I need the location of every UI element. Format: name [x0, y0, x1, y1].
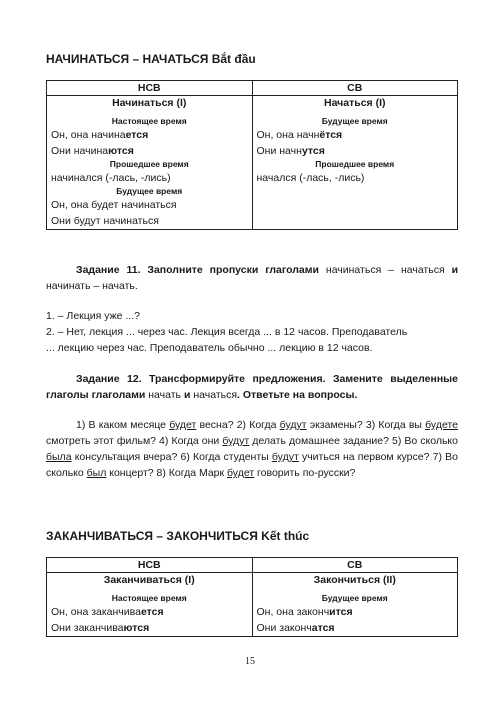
cell-perfective — [252, 573, 458, 637]
form-line: Он, она заканчивается — [51, 606, 164, 618]
column-header-nsv: НСВ — [47, 81, 253, 96]
tense-label-future: Будущее время — [321, 116, 388, 126]
column-header-sv: СВ — [252, 81, 458, 96]
verb-heading: Начинаться (I) — [112, 97, 187, 109]
conjugation-table-nachinatsya — [46, 80, 458, 230]
section-title-nachinatsya: НАЧИНАТЬСЯ – НАЧАТЬСЯ Bắt đầu — [46, 52, 256, 66]
task-12-heading: Задание 12. Трансформируйте предложения. Замените выделенные глаголы глаголами начать и начаться. Ответьте на вопросы. — [46, 373, 458, 401]
task-11-line: 1. – Лекция уже ...? — [46, 310, 140, 322]
task-11-line: ... лекцию через час. Преподаватель обычно ... лекцию в 12 часов. — [46, 342, 373, 354]
form-line: Они закончатся — [256, 622, 335, 634]
form-line: Он, она начнётся — [256, 129, 343, 141]
task-11-line: 2. – Нет, лекция ... через час. Лекция всегда ... в 12 часов. Преподаватель — [46, 326, 408, 338]
cell-perfective — [252, 96, 458, 230]
task-12-questions: 1) В каком месяце будет весна? 2) Когда будут экзамены? 3) Когда вы будете смотреть этот фильм? 4) Когда они будут делать домашнее задание? 5) Во сколько была консультация вчера? 6) Когда студенты будут учиться на первом курсе? 7) Во сколько был концерт? 8) Когда Марк будет говорить по-русски? — [46, 419, 458, 479]
form-line: начался (-лась, -лись) — [256, 172, 365, 184]
column-header-sv: СВ — [252, 558, 458, 573]
cell-imperfective — [47, 96, 253, 230]
conjugation-table-zakanchivatsya — [46, 557, 458, 637]
verb-heading: Заканчиваться (I) — [103, 574, 195, 586]
section-title-zakanchivatsya: ЗАКАНЧИВАТЬСЯ – ЗАКОНЧИТЬСЯ Kết thúc — [46, 529, 310, 543]
verb-heading: Начаться (I) — [324, 97, 386, 109]
tense-label-past: Прошедшее время — [109, 159, 189, 169]
task-11 — [46, 262, 458, 356]
form-line: Они будут начинаться — [51, 215, 159, 227]
form-line: Они заканчиваются — [51, 622, 150, 634]
form-line: начинался (-лась, -лись) — [51, 172, 171, 184]
tense-label-past: Прошедшее время — [315, 159, 395, 169]
page-number: 15 — [245, 656, 255, 667]
task-11-heading: Задание 11. Заполните пропуски глаголами начинаться – начаться и начинать – начать. — [46, 264, 459, 292]
form-line: Он, она начинается — [51, 129, 149, 141]
form-line: Он, она закончится — [256, 606, 353, 618]
task-12 — [46, 371, 458, 481]
form-line: Они начинаются — [51, 145, 134, 157]
tense-label-present: Настоящее время — [111, 593, 187, 603]
tense-label-future: Будущее время — [321, 593, 388, 603]
form-line: Они начнутся — [256, 145, 325, 157]
tense-label-present: Настоящее время — [111, 116, 187, 126]
verb-heading: Закончиться (II) — [313, 574, 396, 586]
column-header-nsv: НСВ — [47, 558, 253, 573]
tense-label-future: Будущее время — [116, 186, 183, 196]
form-line: Он, она будет начинаться — [51, 199, 177, 211]
cell-imperfective — [47, 573, 253, 637]
